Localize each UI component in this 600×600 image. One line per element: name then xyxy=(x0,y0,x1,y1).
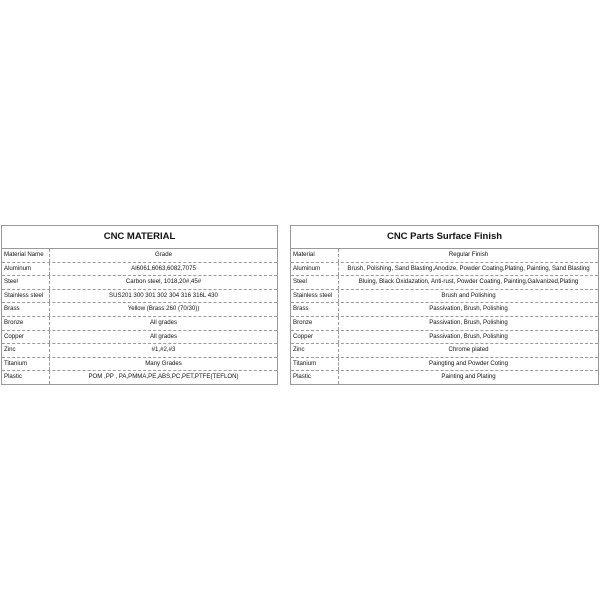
table-title: CNC MATERIAL xyxy=(2,226,277,249)
grade-cell: Carbon steel, 1018,20#,45# xyxy=(125,278,202,286)
table-row xyxy=(291,276,598,290)
material-cell: Bronze xyxy=(2,317,50,330)
material-cell: Zinc xyxy=(2,344,50,357)
material-cell: Titanium xyxy=(291,358,339,371)
table-row xyxy=(2,290,277,304)
table-row xyxy=(291,344,598,358)
table-row xyxy=(2,331,277,345)
table-header-row xyxy=(2,249,277,263)
material-cell: Zinc xyxy=(291,344,339,357)
finish-cell: Brush and Polishing xyxy=(441,291,496,299)
material-cell: Titanium xyxy=(2,358,50,371)
finish-cell: Passivation, Brush, Polishing xyxy=(429,332,508,340)
table-row xyxy=(291,317,598,331)
material-cell: Stainless steel xyxy=(291,290,339,303)
table-row xyxy=(2,263,277,277)
grade-cell: SUS201 300 301 302 304 316 316L 430 xyxy=(109,291,218,299)
grade-cell: Al6061,6063,6082,7075 xyxy=(131,264,196,272)
grade-cell: All grades xyxy=(149,318,178,326)
finish-cell: Painting and Plating xyxy=(441,373,496,381)
material-cell: Steel xyxy=(2,276,50,289)
header-material: Material xyxy=(291,249,339,262)
material-cell: Copper xyxy=(2,331,50,344)
finish-cell: Paingting and Powder Coting xyxy=(429,359,508,367)
finish-cell: Brush, Polishing, Sand Blasting,Anodize, Powder Coating,Plating, Painting, Sand Blasting xyxy=(347,264,590,272)
table-row xyxy=(2,276,277,290)
material-cell: Brass xyxy=(291,303,339,316)
material-cell: Steel xyxy=(291,276,339,289)
table-row xyxy=(2,358,277,372)
table-row xyxy=(291,263,598,277)
table-header-row xyxy=(291,249,598,263)
cnc-material-table xyxy=(1,225,278,385)
header-material-name: Material Name xyxy=(2,249,50,262)
header-grade: Grade xyxy=(155,251,172,258)
grade-cell: Many Grades xyxy=(145,359,182,367)
material-cell: Plastic xyxy=(2,371,50,384)
material-cell: Copper xyxy=(291,331,339,344)
cnc-surface-finish-table xyxy=(290,225,599,385)
material-cell: Stainless steel xyxy=(2,290,50,303)
material-cell: Brass xyxy=(2,303,50,316)
grade-cell: All grades xyxy=(149,332,178,340)
table-title: CNC Parts Surface Finish xyxy=(291,226,598,249)
finish-cell: Passivation, Brush, Polishing xyxy=(429,318,508,326)
grade-cell: POM ,PP , PA,PMMA,PE,ABS,PC,PET,PTFE(TEFLON) xyxy=(88,373,239,381)
table-row xyxy=(291,331,598,345)
material-cell: Plastic xyxy=(291,371,339,384)
material-cell: Bronze xyxy=(291,317,339,330)
table-row xyxy=(2,371,277,384)
material-cell: Aluminum xyxy=(2,263,50,276)
table-row xyxy=(2,344,277,358)
table-row xyxy=(291,358,598,372)
header-regular-finish: Regular Finish xyxy=(448,251,489,258)
finish-cell: Chrome plated xyxy=(448,346,489,354)
table-row xyxy=(291,290,598,304)
grade-cell: #1,#2,#3 xyxy=(151,346,176,354)
table-row xyxy=(2,303,277,317)
table-row xyxy=(291,371,598,384)
material-cell: Aluminum xyxy=(291,263,339,276)
table-row xyxy=(2,317,277,331)
finish-cell: Passivation, Brush, Polishing xyxy=(429,305,508,313)
finish-cell: Bluing, Black Oxidazation, Anti-rust, Powder Coating, Painting,Galvanized,Plating xyxy=(358,278,579,286)
table-row xyxy=(291,303,598,317)
grade-cell: Yellow (Brass 260 (70/30)) xyxy=(127,305,200,313)
